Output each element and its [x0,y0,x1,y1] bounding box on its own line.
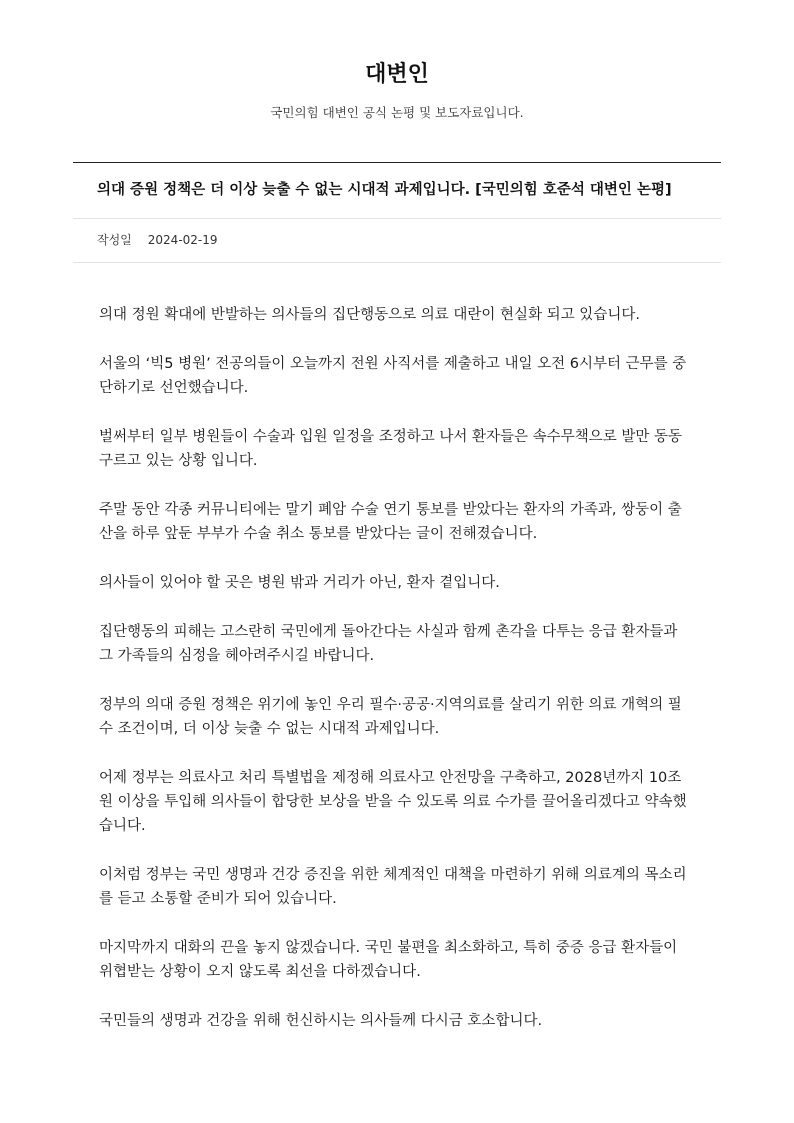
paragraph: 마지막까지 대화의 끈을 놓지 않겠습니다. 국민 불편을 최소화하고, 특히 중증 응급 환자들이 위협받는 상황이 오지 않도록 최선을 다하겠습니다. [99,940,678,980]
article-meta [73,219,721,262]
paragraph: 정부의 의대 증원 정책은 위기에 놓인 우리 필수·공공·지역의료를 살리기 위한 의료 개혁의 필수 조건이며, 더 이상 늦출 수 없는 시대적 과제입니다. [99,697,682,737]
paragraph: 벌써부터 일부 병원들이 수술과 입원 일정을 조정하고 나서 환자들은 속수무책으로 발만 동동 구르고 있는 상황 입니다. [99,429,682,469]
meta-date-value: 2024-02-19 [147,233,218,247]
article [73,162,721,1058]
paragraph: 서울의 ‘빅5 병원’ 전공의들이 오늘까지 전원 사직서를 제출하고 내일 오전 6시부터 근무를 중단하기로 선언했습니다. [99,356,687,396]
article-body [73,263,721,1033]
paragraph: 집단행동의 피해는 고스란히 국민에게 돌아간다는 사실과 함께 촌각을 다투는 응급 환자들과 그 가족들의 심정을 헤아려주시길 바랍니다. [99,624,678,664]
page-header [0,0,794,122]
page-title: 대변인 [365,62,429,87]
paragraph: 이처럼 정부는 국민 생명과 건강 증진을 위한 체계적인 대책을 마련하기 위해 의료계의 목소리를 듣고 소통할 준비가 되어 있습니다. [99,867,687,907]
meta-date-label: 작성일 [97,233,132,247]
paragraph: 어제 정부는 의료사고 처리 특별법을 제정해 의료사고 안전망을 구축하고, 2028년까지 10조 원 이상을 투입해 의사들이 합당한 보상을 받을 수 있도록 의료 수가를 끌어올리겠다고 약속했습니다. [99,770,687,834]
paragraph: 의사들이 있어야 할 곳은 병원 밖과 거리가 아닌, 환자 곁입니다. [99,575,500,591]
page-subtitle: 국민의힘 대변인 공식 논평 및 보도자료입니다. [270,105,524,120]
paragraph: 국민들의 생명과 건강을 위해 헌신하시는 의사들께 다시금 호소합니다. [99,1013,543,1029]
article-title: 의대 증원 정책은 더 이상 늦출 수 없는 시대적 과제입니다. [국민의힘 호준석 대변인 논평] [97,182,672,198]
paragraph: 주말 동안 각종 커뮤니티에는 말기 폐암 수술 연기 통보를 받았다는 환자의 가족과, 쌍둥이 출산을 하루 앞둔 부부가 수술 취소 통보를 받았다는 글이 전해졌습니다. [99,502,682,542]
paragraph: 의대 정원 확대에 반발하는 의사들의 집단행동으로 의료 대란이 현실화 되고 있습니다. [99,307,640,323]
